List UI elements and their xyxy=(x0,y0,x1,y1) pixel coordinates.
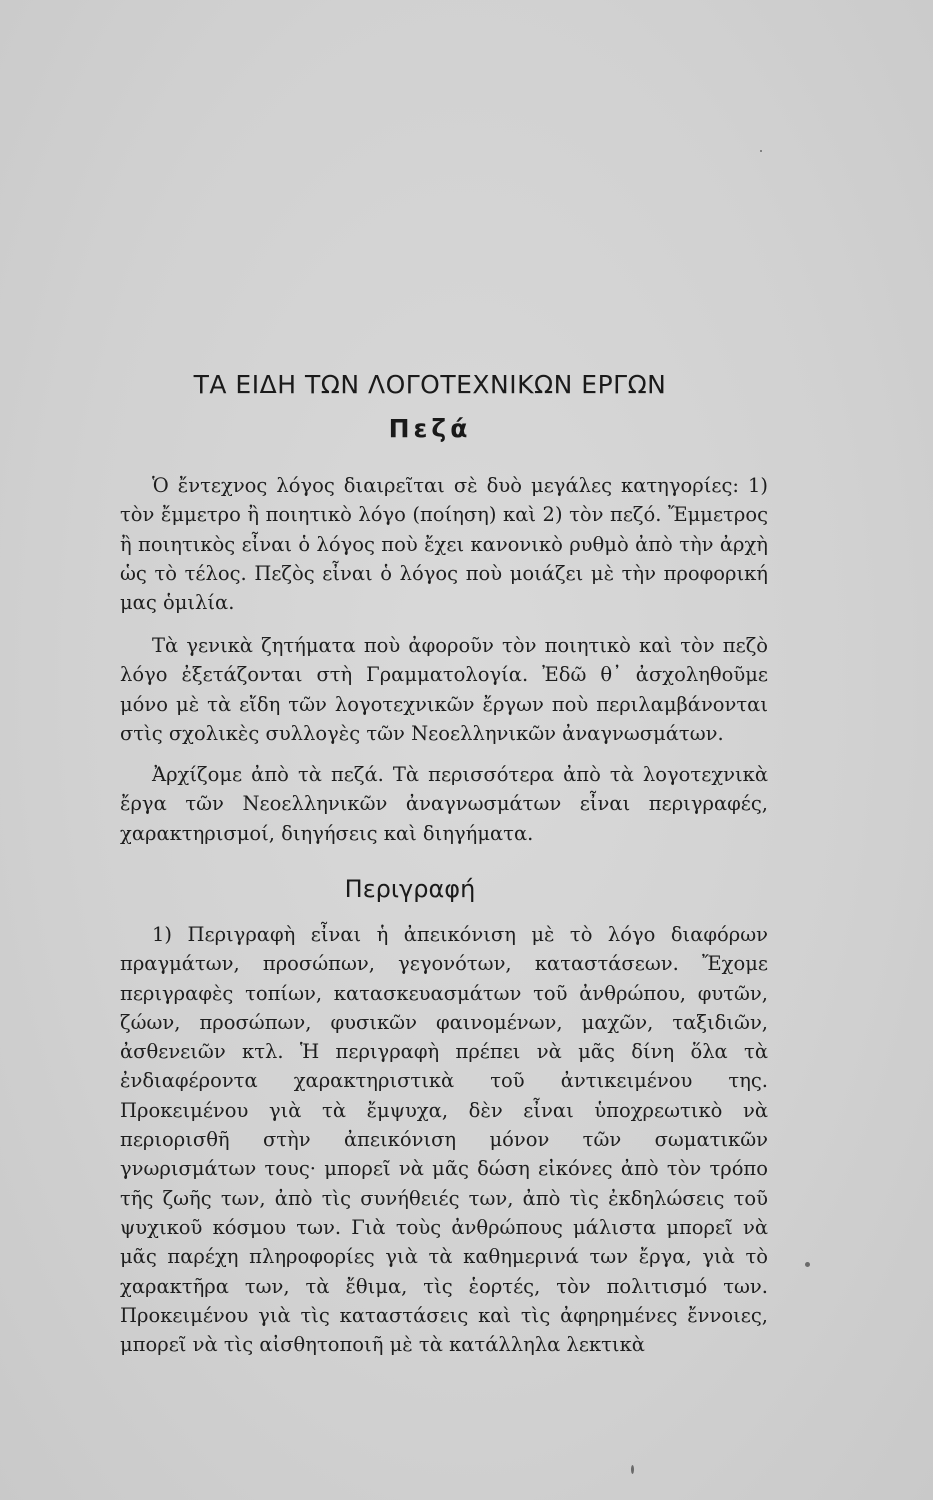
paragraph-description: 1) Περιγραφὴ εἶναι ἡ ἀπεικόνιση μὲ τὸ λόγο διαφόρων πραγμάτων, προσώπων, γεγονότων, καταστάσεων. Ἔχομε περιγραφὲς τοπίων, κατασκευασμάτων τοῦ ἀνθρώπου, φυτῶν, ζώων, προσώπων, φυσικῶν φαινομένων, μαχῶν, ταξιδιῶν, ἀσθενειῶν κτλ. Ἡ περιγραφὴ πρέπει νὰ μᾶς δίνη ὅλα τὰ ἐνδιαφέροντα χαρακτηριστικὰ τοῦ ἀντικειμένου της. Προκειμένου γιὰ τὰ ἔμψυχα, δὲν εἶναι ὑποχρεωτικὸ νὰ περιορισθῆ στὴν ἀπεικόνιση μόνον τῶν σωματικῶν γνωρισμάτων τους· μπορεῖ νὰ μᾶς δώση εἰκόνες ἀπὸ τὸν τρόπο τῆς ζωῆς των, ἀπὸ τὶς συνήθειές των, ἀπὸ τὶς ἐκδηλώσεις τοῦ ψυχικοῦ κόσμου των. Γιὰ τοὺς ἀνθρώπους μάλιστα μπορεῖ νὰ μᾶς παρέχη πληροφορίες γιὰ τὰ καθημερινά των ἔργα, γιὰ τὸ χαρακτῆρα των, τὰ ἔθιμα, τὶς ἑορτές, τὸν πολιτισμό των. Προκειμένου γιὰ τὶς καταστάσεις καὶ τὶς ἀφηρημένες ἔννοιες, μπορεῖ νὰ τὶς αἰσθητοποιῆ μὲ τὰ κατάλληλα λεκτικὰ xyxy=(120,923,768,1357)
section-heading-prose: Πεζά xyxy=(388,414,472,443)
paragraph-literary-speech: Ὁ ἔντεχνος λόγος διαιρεῖται σὲ δυὸ μεγάλες κατηγορίες: 1) τὸν ἔμμετρο ἢ ποιητικὸ λόγο (ποίηση) καὶ 2) τὸν πεζό. Ἔμμετρος ἢ ποιητικὸς εἶναι ὁ λόγος ποὺ ἔχει κανονικὸ ρυθμὸ ἀπὸ τὴν ἀρχὴ ὡς τὸ τέλος. Πεζὸς εἶναι ὁ λόγος ποὺ μοιάζει μὲ τὴν προφορική μας ὁμιλία. xyxy=(120,474,768,615)
print-speck xyxy=(760,150,762,152)
print-speck xyxy=(805,1262,810,1267)
paragraph-general-issues: Τὰ γενικὰ ζητήματα ποὺ ἀφοροῦν τὸν ποιητικὸ καὶ τὸν πεζὸ λόγο ἐξετάζονται στὴ Γραμματολογία. Ἐδῶ θ᾽ ἀσχοληθοῦμε μόνο μὲ τὰ εἴδη τῶν λογοτεχνικῶν ἔργων ποὺ περιλαμβάνονται στὶς σχολικὲς συλλογὲς τῶν Νεοελληνικῶν ἀναγνωσμάτων. xyxy=(120,634,768,745)
chapter-title: ΤΑ ΕΙΔΗ ΤΩΝ ΛΟΓΟΤΕΧΝΙΚΩΝ ΕΡΓΩΝ xyxy=(193,370,667,399)
section-heading-description: Περιγραφή xyxy=(344,875,476,903)
paragraph-prose-works: Ἀρχίζομε ἀπὸ τὰ πεζά. Τὰ περισσότερα ἀπὸ τὰ λογοτεχνικὰ ἔργα τῶν Νεοελληνικῶν ἀναγνωσμάτων εἶναι περιγραφές, χαρακτηρισμοί, διηγήσεις καὶ διηγήματα. xyxy=(120,763,768,845)
print-speck xyxy=(631,1465,634,1474)
